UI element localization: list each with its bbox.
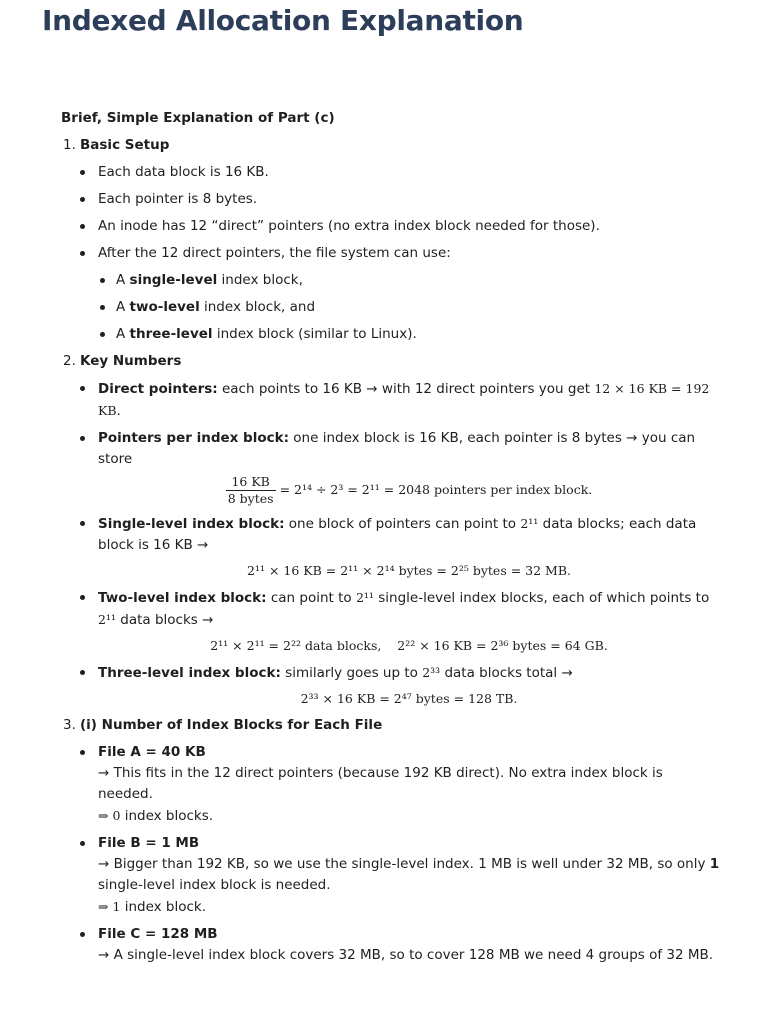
bullet-icon [80,386,85,391]
list-item: Each pointer is 8 bytes. [98,189,720,210]
bullet-icon [80,197,85,202]
section-basic-setup [0,135,768,345]
fraction: $\frac{16 KB}{\text{8 bytes}}$ [227,474,274,506]
bullet-icon [80,251,85,256]
sub-list-item: A two-level index block, and [116,297,720,318]
list-item-file-a: File A = 40 KB → This fits in the 12 direct pointers (because 192 KB direct). No extra index block is needed. ⇒ 0 index blocks. [98,742,720,827]
bullet-icon [80,224,85,229]
equation: 2³³ × 16 KB = 2⁴⁷ bytes = 128 TB. [300,691,518,706]
bullet-icon [80,521,85,526]
bullet-icon [100,278,105,283]
bullet-icon [100,332,105,337]
bullet-icon [80,932,85,937]
section-title: Basic Setup [80,137,170,153]
equation: 2¹¹ × 2¹¹ = 2²² data blocks, 2²² × 16 KB = 2³⁶ bytes = 64 GB. [210,638,608,653]
section-key-numbers [0,351,768,709]
section-title: Key Numbers [80,353,182,369]
list-item: Two-level index block: can point to 2¹¹ single-level index blocks, each of which points to 2¹¹ data blocks → 2¹¹ × 2¹¹ = 2²² data blocks, 2²² × 16 KB = 2³⁶ bytes = 64 GB. [98,587,720,656]
bullet-icon [80,670,85,675]
bullet-icon [80,595,85,600]
equation: $\frac{16 KB}{\text{8 bytes}}$ = 2¹⁴ ÷ 2³ = 2¹¹ = 2048 pointers per index block. [227,474,593,506]
page-title: Indexed Allocation Explanation [42,4,524,37]
section-number: 3. [63,717,76,733]
bullet-icon [100,305,105,310]
bullet-icon [80,436,85,441]
list-item: Each data block is 16 KB. [98,162,720,183]
list-item: Direct pointers: each points to 16 KB → with 12 direct pointers you get 12 × 16 KB = 192 KB. [98,378,720,422]
document-body [0,108,768,972]
subheading: Brief, Simple Explanation of Part (c) [61,110,335,126]
section-index-blocks [0,715,768,966]
section-number: 2. [63,353,76,369]
bullet-icon [80,170,85,175]
list-item: After the 12 direct pointers, the file system can use: [98,243,720,264]
bullet-icon [80,841,85,846]
bullet-icon [80,750,85,755]
list-item: Pointers per index block: one index block is 16 KB, each pointer is 8 bytes → you can store $\frac{16 KB}{\text{8 bytes}}$ = 2¹⁴ ÷ 2³ = 2¹¹ = 2048 pointers per index block. [98,428,720,507]
sub-list-item: A single-level index block, [116,270,720,291]
section-number: 1. [63,137,76,153]
list-item: Single-level index block: one block of pointers can point to 2¹¹ data blocks; each data block is 16 KB → 2¹¹ × 16 KB = 2¹¹ × 2¹⁴ bytes = 2²⁵ bytes = 32 MB. [98,513,720,581]
list-item-file-c: File C = 128 MB → A single-level index block covers 32 MB, so to cover 128 MB we need 4 groups of 32 MB. [98,924,720,966]
list-item: An inode has 12 “direct” pointers (no extra index block needed for those). [98,216,720,237]
list-item-file-b: File B = 1 MB → Bigger than 192 KB, so we use the single-level index. 1 MB is well under 32 MB, so only 1 single-level index block is needed. ⇒ 1 index block. [98,833,720,918]
list-item: Three-level index block: similarly goes up to 2³³ data blocks total → 2³³ × 16 KB = 2⁴⁷ bytes = 128 TB. [98,662,720,709]
section-title: (i) Number of Index Blocks for Each File [80,717,383,733]
sub-list-item: A three-level index block (similar to Linux). [116,324,720,345]
equation: 2¹¹ × 16 KB = 2¹¹ × 2¹⁴ bytes = 2²⁵ bytes = 32 MB. [247,563,571,578]
